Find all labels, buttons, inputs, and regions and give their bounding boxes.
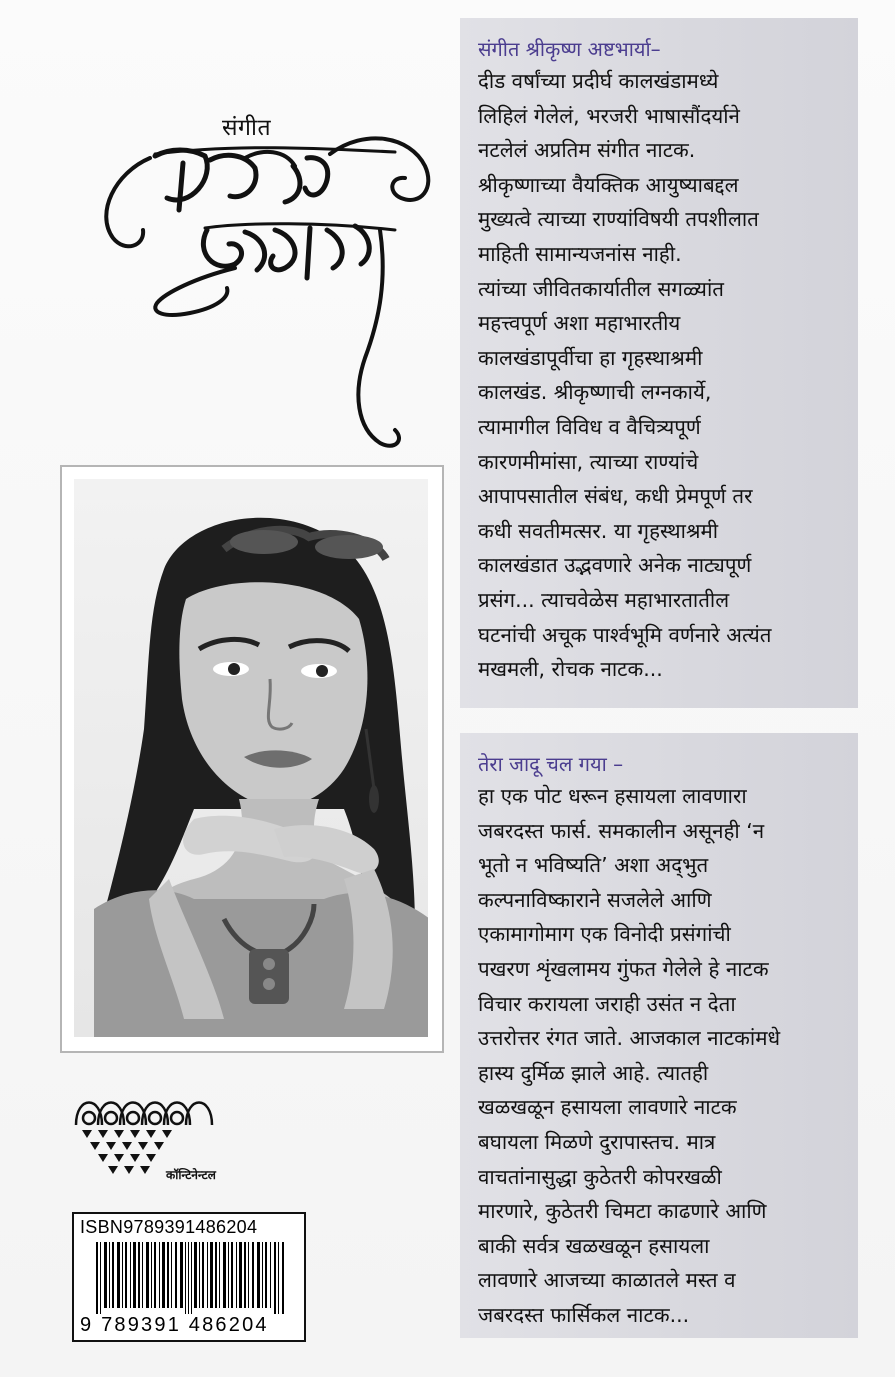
- panel-one-line: दीड वर्षांच्या प्रदीर्घ कालखंडामध्ये: [478, 69, 719, 93]
- panel-two-line: एकामागोमाग एक विनोदी प्रसंगांची: [478, 922, 731, 947]
- panel-one-line: माहिती सामान्यजनांस नाही.: [478, 241, 682, 266]
- barcode-digits: 9 789391 486204: [80, 1314, 269, 1336]
- panel-one-line: घटनांची अचूक पार्श्वभूमि वर्णनारे अत्यंत: [478, 622, 772, 647]
- panel-one-line: त्यांच्या जीवितकार्यातील सगळ्यांत: [478, 276, 724, 301]
- publisher-name: कॉन्टिनेन्टल: [166, 1168, 216, 1182]
- panel-heading-sangeet-shrikrushna: संगीत श्रीकृष्ण अष्टभार्या–: [478, 37, 661, 61]
- panel-two-line: हास्य दुर्मिळ झाले आहे. त्यातही: [478, 1060, 709, 1085]
- panel-one-line: कधी सवतीमत्सर. या गृहस्थाश्रमी: [478, 518, 719, 543]
- panel-two-line: कल्पनाविष्काराने सजलेले आणि: [478, 887, 712, 912]
- panel-two-line: जबरदस्त फार्स. समकालीन असूनही ‘न: [478, 818, 765, 843]
- title-prefix: संगीत: [222, 115, 272, 141]
- panel-two-line: बाकी सर्वत्र खळखळून हसायला: [478, 1233, 710, 1258]
- panel-one-line: आपापसातील संबंध, कधी प्रेमपूर्ण तर: [478, 484, 753, 509]
- description-panel-sangeet-shrikrushna: [460, 18, 858, 708]
- portrait-illustration: [74, 479, 428, 1037]
- panel-one-line: मखमली, रोचक नाटक...: [478, 657, 663, 682]
- isbn-label: ISBN9789391486204: [80, 1217, 258, 1237]
- panel-one-line: त्यामागील विविध व वैचित्र्यपूर्ण: [478, 414, 701, 439]
- actress-portrait-photo: [74, 479, 428, 1037]
- isbn-barcode: [72, 1212, 306, 1342]
- panel-one-line: कालखंड. श्रीकृष्णाची लग्नकार्ये,: [478, 380, 712, 405]
- description-panel-tera-jadu: [460, 733, 858, 1338]
- panel-one-line: कालखंडात उद्भवणारे अनेक नाट्यपूर्ण: [478, 553, 752, 578]
- barcode-bars: [96, 1242, 286, 1314]
- panel-two-line: जबरदस्त फार्सिकल नाटक...: [478, 1302, 690, 1327]
- panel-two-line: पखरण शृंखलामय गुंफत गेलेले हे नाटक: [478, 956, 769, 981]
- panel-two-line: लावणारे आजच्या काळातले मस्त व: [478, 1268, 736, 1293]
- panel-two-line: भूतो न भविष्यति’ अशा अद्‌भुत: [478, 853, 709, 878]
- panel-one-line: कारणमीमांसा, त्याच्या राण्यांचे: [478, 449, 699, 474]
- panel-two-line: उत्तरोत्तर रंगत जाते. आजकाल नाटकांमधे: [478, 1026, 781, 1051]
- panel-two-line: बघायला मिळणे दुरापास्तच. मात्र: [478, 1129, 716, 1154]
- panel-two-line: खळखळून हसायला लावणारे नाटक: [478, 1095, 737, 1120]
- panel-one-line: मुख्यत्वे त्याच्या राण्यांविषयी तपशीलात: [478, 207, 759, 232]
- panel-one-line: कालखंडापूर्वीचा हा गृहस्थाश्रमी: [478, 345, 703, 370]
- panel-two-line: हा एक पोट धरून हसायला लावणारा: [478, 784, 747, 808]
- panel-one-line: लिहिलं गेलेलं, भरजरी भाषासौंदर्याने: [478, 103, 740, 128]
- panel-one-line: महत्त्वपूर्ण अशा महाभारतीय: [478, 311, 681, 336]
- panel-two-line: मारणारे, कुठेतरी चिमटा काढणारे आणि: [478, 1199, 767, 1224]
- panel-one-line: नटलेलं अप्रतिम संगीत नाटक.: [478, 138, 696, 163]
- panel-two-line: वाचतांनासुद्धा कुठेतरी कोपरखळी: [478, 1164, 722, 1189]
- publisher-logo: [72, 1080, 232, 1180]
- panel-one-line: श्रीकृष्णाच्या वैयक्तिक आयुष्याबद्दल: [478, 172, 739, 197]
- panel-one-line: प्रसंग... त्याचवेळेस महाभारतातील: [478, 587, 730, 612]
- panel-two-line: विचार करायला जराही उसंत न देता: [478, 991, 736, 1016]
- panel-heading-tera-jadu: तेरा जादू चल गया –: [478, 752, 624, 776]
- cover-photo-frame: [60, 465, 444, 1053]
- calligraphy-title: [95, 118, 445, 458]
